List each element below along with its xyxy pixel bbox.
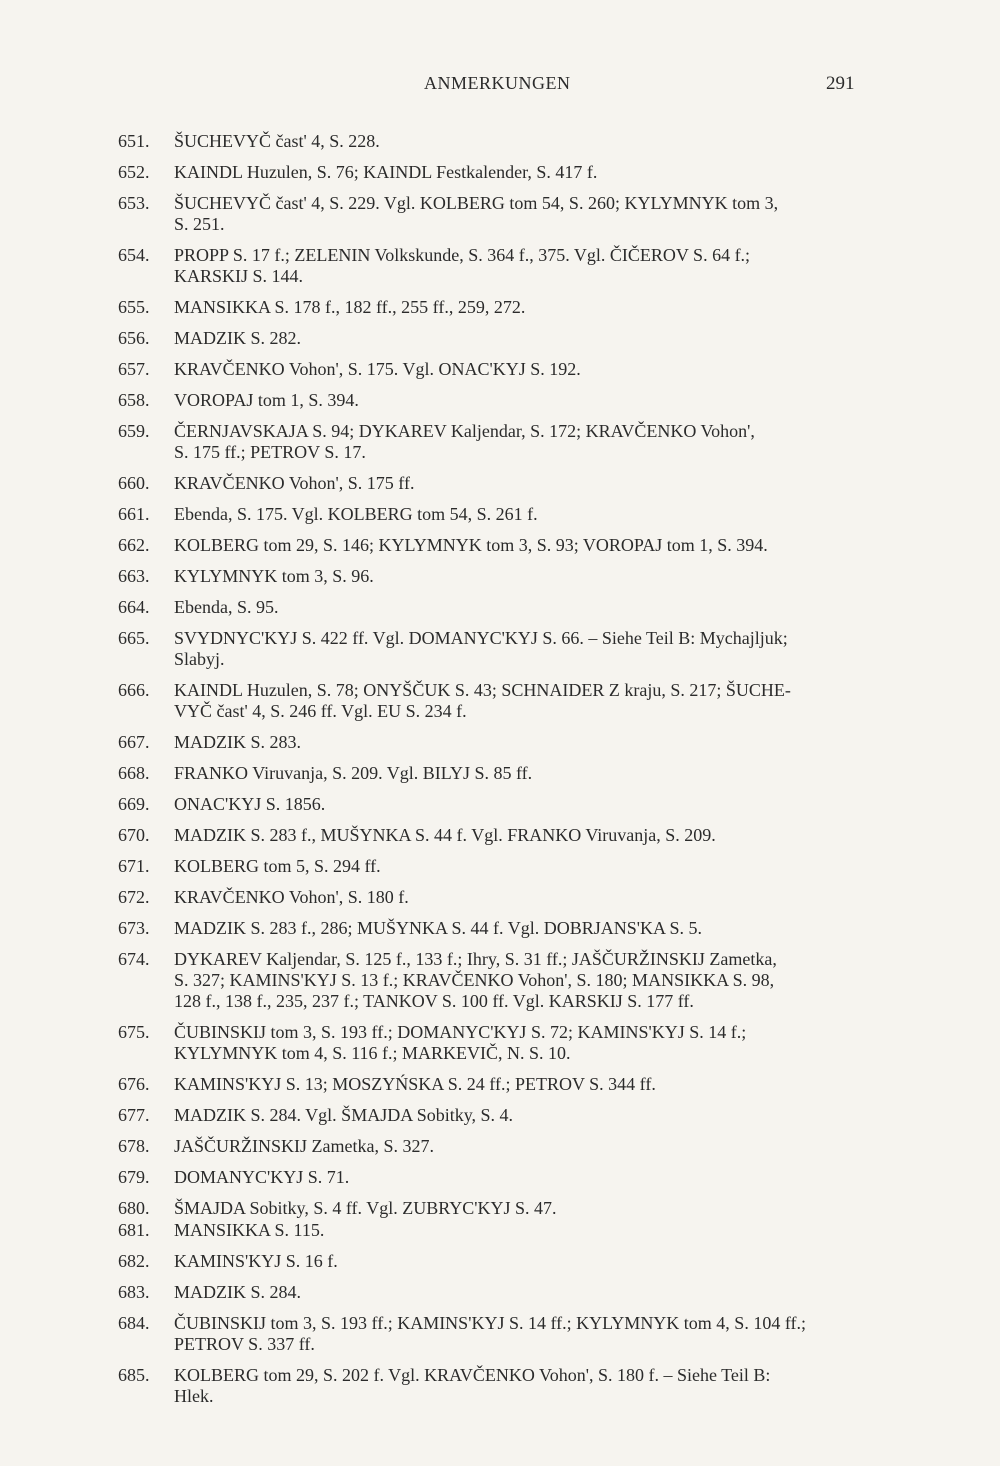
- note-line: MANSIKKA S. 178 f., 182 ff., 255 ff., 259, 272.: [174, 297, 526, 317]
- note-item: [118, 732, 908, 753]
- note-text: [174, 628, 908, 670]
- note-number: 678.: [118, 1136, 150, 1156]
- note-number: 654.: [118, 245, 150, 265]
- note-item: [118, 794, 908, 815]
- note-text: [174, 1022, 908, 1064]
- note-item: [118, 680, 908, 722]
- note-line: MADZIK S. 283.: [174, 732, 302, 752]
- note-item: [118, 856, 908, 877]
- note-number: 651.: [118, 131, 150, 151]
- note-line: KAMINS'KYJ S. 13; MOSZYŃSKA S. 24 ff.; PETROV S. 344 ff.: [174, 1074, 656, 1094]
- note-number: 684.: [118, 1313, 150, 1333]
- note-number: 665.: [118, 628, 150, 648]
- note-line: Slabyj.: [174, 649, 225, 669]
- note-number: 659.: [118, 421, 150, 441]
- note-item: [118, 1198, 908, 1219]
- note-number: 676.: [118, 1074, 150, 1094]
- note-line: MADZIK S. 283 f., 286; MUŠYNKA S. 44 f. Vgl. DOBRJANS'KA S. 5.: [174, 918, 702, 938]
- note-line: KARSKIJ S. 144.: [174, 266, 304, 286]
- note-number: 664.: [118, 597, 150, 617]
- note-line: MANSIKKA S. 115.: [174, 1220, 325, 1240]
- note-line: DOMANYC'KYJ S. 71.: [174, 1167, 350, 1187]
- note-text: [174, 421, 908, 463]
- note-line: S. 251.: [174, 214, 225, 234]
- note-line: KYLYMNYK tom 4, S. 116 f.; MARKEVIČ, N. S. 10.: [174, 1043, 571, 1063]
- note-text: [174, 162, 908, 183]
- note-item: [118, 1074, 908, 1095]
- note-number: 652.: [118, 162, 150, 182]
- note-number: 685.: [118, 1365, 150, 1385]
- note-line: VYČ čast' 4, S. 246 ff. Vgl. EU S. 234 f.: [174, 701, 467, 721]
- note-text: [174, 680, 908, 722]
- note-line: KAINDL Huzulen, S. 78; ONYŠČUK S. 43; SCHNAIDER Z kraju, S. 217; ŠUCHE-: [174, 680, 791, 700]
- note-line: MADZIK S. 284. Vgl. ŠMAJDA Sobitky, S. 4.: [174, 1105, 514, 1125]
- note-item: [118, 193, 908, 235]
- note-line: VOROPAJ tom 1, S. 394.: [174, 390, 359, 410]
- note-item: [118, 245, 908, 287]
- note-item: [118, 597, 908, 618]
- note-text: [174, 1365, 908, 1407]
- note-line: ŠUCHEVYČ čast' 4, S. 229. Vgl. KOLBERG tom 54, S. 260; KYLYMNYK tom 3,: [174, 193, 779, 213]
- note-number: 661.: [118, 504, 150, 524]
- note-text: [174, 763, 908, 784]
- note-line: ČUBINSKIJ tom 3, S. 193 ff.; DOMANYC'KYJ S. 72; KAMINS'KYJ S. 14 f.;: [174, 1022, 747, 1042]
- note-text: [174, 794, 908, 815]
- note-number: 666.: [118, 680, 150, 700]
- note-text: [174, 328, 908, 349]
- note-line: 128 f., 138 f., 235, 237 f.; TANKOV S. 100 ff. Vgl. KARSKIJ S. 177 ff.: [174, 991, 694, 1011]
- note-item: [118, 918, 908, 939]
- note-item: [118, 535, 908, 556]
- note-line: MADZIK S. 283 f., MUŠYNKA S. 44 f. Vgl. FRANKO Viruvanja, S. 209.: [174, 825, 716, 845]
- running-header: ANMERKUNGEN: [424, 73, 571, 93]
- note-item: [118, 1220, 908, 1241]
- note-number: 674.: [118, 949, 150, 969]
- note-number: 662.: [118, 535, 150, 555]
- note-text: [174, 918, 908, 939]
- page-number: 291: [826, 73, 855, 94]
- note-line: KAMINS'KYJ S. 16 f.: [174, 1251, 338, 1271]
- note-line: PROPP S. 17 f.; ZELENIN Volkskunde, S. 364 f., 375. Vgl. ČIČEROV S. 64 f.;: [174, 245, 751, 265]
- note-line: KRAVČENKO Vohon', S. 180 f.: [174, 887, 409, 907]
- note-text: [174, 597, 908, 618]
- note-line: KOLBERG tom 5, S. 294 ff.: [174, 856, 381, 876]
- note-item: [118, 328, 908, 349]
- note-text: [174, 473, 908, 494]
- note-line: KRAVČENKO Vohon', S. 175. Vgl. ONAC'KYJ S. 192.: [174, 359, 581, 379]
- note-text: [174, 1074, 908, 1095]
- note-text: [174, 1282, 908, 1303]
- note-item: [118, 825, 908, 846]
- note-line: Ebenda, S. 95.: [174, 597, 279, 617]
- note-line: KOLBERG tom 29, S. 202 f. Vgl. KRAVČENKO Vohon', S. 180 f. – Siehe Teil B:: [174, 1365, 771, 1385]
- note-item: [118, 1365, 908, 1407]
- note-line: KAINDL Huzulen, S. 76; KAINDL Festkalender, S. 417 f.: [174, 162, 598, 182]
- note-item: [118, 131, 908, 152]
- note-item: [118, 1282, 908, 1303]
- note-item: [118, 1251, 908, 1272]
- note-number: 670.: [118, 825, 150, 845]
- note-number: 669.: [118, 794, 150, 814]
- note-item: [118, 949, 908, 1012]
- note-text: [174, 1313, 908, 1355]
- note-number: 680.: [118, 1198, 150, 1218]
- note-text: [174, 856, 908, 877]
- note-text: [174, 1220, 908, 1241]
- note-number: 677.: [118, 1105, 150, 1125]
- note-line: ČERNJAVSKAJA S. 94; DYKAREV Kaljendar, S. 172; KRAVČENKO Vohon',: [174, 421, 755, 441]
- note-item: [118, 473, 908, 494]
- note-line: KOLBERG tom 29, S. 146; KYLYMNYK tom 3, S. 93; VOROPAJ tom 1, S. 394.: [174, 535, 768, 555]
- note-line: ŠUCHEVYČ čast' 4, S. 228.: [174, 131, 380, 151]
- note-item: [118, 1313, 908, 1355]
- note-text: [174, 131, 908, 152]
- note-text: [174, 504, 908, 525]
- note-line: MADZIK S. 284.: [174, 1282, 302, 1302]
- note-line: S. 327; KAMINS'KYJ S. 13 f.; KRAVČENKO Vohon', S. 180; MANSIKKA S. 98,: [174, 970, 775, 990]
- note-line: DYKAREV Kaljendar, S. 125 f., 133 f.; Ihry, S. 31 ff.; JAŠČURŽINSKIJ Zametka,: [174, 949, 777, 969]
- note-item: [118, 1167, 908, 1188]
- note-line: ČUBINSKIJ tom 3, S. 193 ff.; KAMINS'KYJ S. 14 ff.; KYLYMNYK tom 4, S. 104 ff.;: [174, 1313, 806, 1333]
- note-item: [118, 1022, 908, 1064]
- note-number: 656.: [118, 328, 150, 348]
- note-number: 668.: [118, 763, 150, 783]
- note-line: SVYDNYC'KYJ S. 422 ff. Vgl. DOMANYC'KYJ S. 66. – Siehe Teil B: Mychajljuk;: [174, 628, 788, 648]
- note-item: [118, 1136, 908, 1157]
- note-line: Hlek.: [174, 1386, 214, 1406]
- note-number: 675.: [118, 1022, 150, 1042]
- note-item: [118, 1105, 908, 1126]
- note-line: S. 175 ff.; PETROV S. 17.: [174, 442, 366, 462]
- note-text: [174, 566, 908, 587]
- note-text: [174, 732, 908, 753]
- note-text: [174, 535, 908, 556]
- note-item: [118, 887, 908, 908]
- note-item: [118, 628, 908, 670]
- note-number: 658.: [118, 390, 150, 410]
- note-number: 653.: [118, 193, 150, 213]
- note-number: 682.: [118, 1251, 150, 1271]
- note-text: [174, 1136, 908, 1157]
- note-item: [118, 162, 908, 183]
- note-line: ŠMAJDA Sobitky, S. 4 ff. Vgl. ZUBRYC'KYJ S. 47.: [174, 1198, 557, 1218]
- note-text: [174, 1251, 908, 1272]
- note-text: [174, 949, 908, 1012]
- note-text: [174, 1198, 908, 1219]
- note-item: [118, 297, 908, 318]
- note-line: JAŠČURŽINSKIJ Zametka, S. 327.: [174, 1136, 434, 1156]
- note-item: [118, 504, 908, 525]
- note-text: [174, 193, 908, 235]
- note-number: 673.: [118, 918, 150, 938]
- note-number: 681.: [118, 1220, 150, 1240]
- note-number: 679.: [118, 1167, 150, 1187]
- note-number: 683.: [118, 1282, 150, 1302]
- note-line: Ebenda, S. 175. Vgl. KOLBERG tom 54, S. 261 f.: [174, 504, 538, 524]
- note-number: 667.: [118, 732, 150, 752]
- note-number: 660.: [118, 473, 150, 493]
- note-text: [174, 245, 908, 287]
- note-text: [174, 887, 908, 908]
- note-text: [174, 1105, 908, 1126]
- note-line: MADZIK S. 282.: [174, 328, 302, 348]
- note-item: [118, 421, 908, 463]
- note-line: KYLYMNYK tom 3, S. 96.: [174, 566, 374, 586]
- note-number: 657.: [118, 359, 150, 379]
- note-line: FRANKO Viruvanja, S. 209. Vgl. BILYJ S. 85 ff.: [174, 763, 533, 783]
- note-text: [174, 297, 908, 318]
- note-item: [118, 566, 908, 587]
- note-line: PETROV S. 337 ff.: [174, 1334, 315, 1354]
- note-number: 663.: [118, 566, 150, 586]
- note-line: ONAC'KYJ S. 1856.: [174, 794, 326, 814]
- note-text: [174, 390, 908, 411]
- note-number: 655.: [118, 297, 150, 317]
- note-number: 672.: [118, 887, 150, 907]
- note-item: [118, 763, 908, 784]
- note-number: 671.: [118, 856, 150, 876]
- note-text: [174, 1167, 908, 1188]
- notes-list: [118, 131, 908, 1417]
- note-text: [174, 825, 908, 846]
- note-text: [174, 359, 908, 380]
- note-line: KRAVČENKO Vohon', S. 175 ff.: [174, 473, 415, 493]
- note-item: [118, 359, 908, 380]
- note-item: [118, 390, 908, 411]
